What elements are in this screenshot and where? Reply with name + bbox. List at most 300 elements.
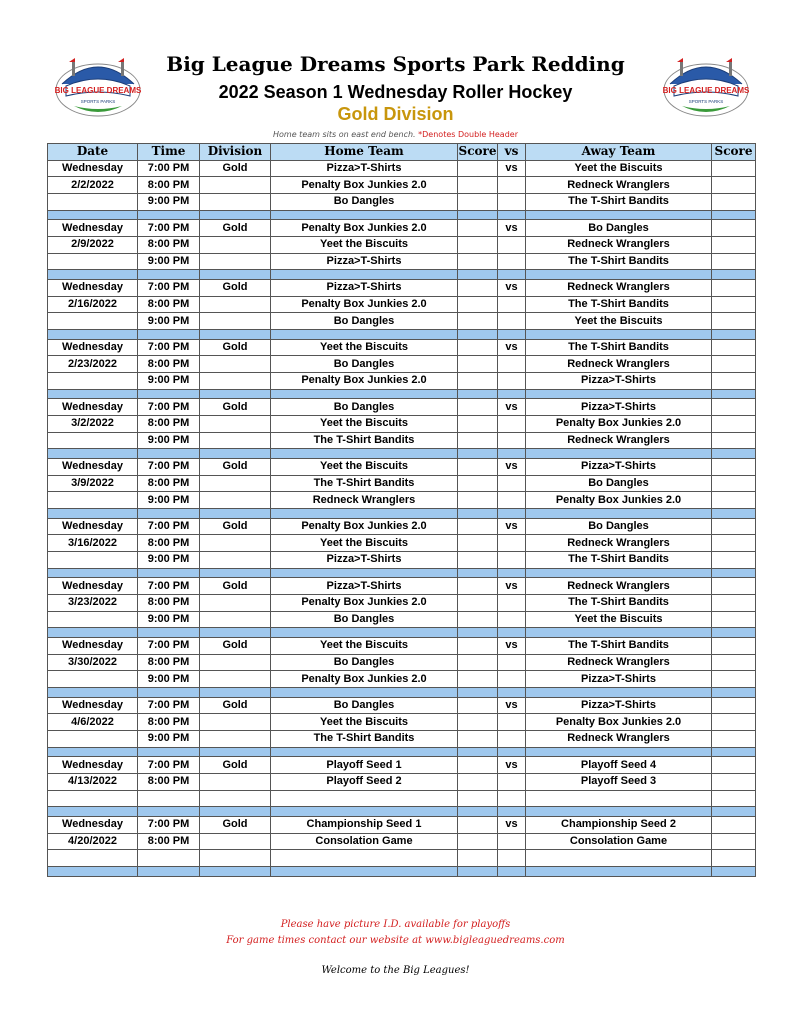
division-title: Gold Division bbox=[337, 104, 454, 124]
home-score-cell bbox=[458, 432, 498, 449]
time-cell: 7:00 PM bbox=[138, 280, 200, 297]
header-row bbox=[48, 144, 756, 161]
away-team-cell: Bo Dangles bbox=[526, 518, 712, 535]
week-separator-row bbox=[48, 270, 756, 280]
home-score-cell bbox=[458, 458, 498, 475]
home-team-cell: Penalty Box Junkies 2.0 bbox=[271, 671, 458, 688]
away-score-cell bbox=[712, 296, 756, 313]
division-cell: Gold bbox=[200, 518, 271, 535]
home-score-cell bbox=[458, 552, 498, 569]
separator-cell bbox=[271, 389, 458, 399]
home-score-cell bbox=[458, 339, 498, 356]
separator-cell bbox=[138, 449, 200, 459]
home-team-cell: Yeet the Biscuits bbox=[271, 458, 458, 475]
website-note: For game times contact our website at www.bigleaguedreams.com bbox=[226, 935, 565, 946]
separator-cell bbox=[458, 866, 498, 876]
welcome-note: Welcome to the Big Leagues! bbox=[321, 965, 470, 976]
week-separator-row bbox=[48, 210, 756, 220]
vs-cell bbox=[498, 671, 526, 688]
date-cell: 4/13/2022 bbox=[48, 773, 138, 790]
vs-cell bbox=[498, 432, 526, 449]
vs-cell: vs bbox=[498, 399, 526, 416]
home-team-cell: Consolation Game bbox=[271, 833, 458, 850]
separator-cell bbox=[712, 389, 756, 399]
separator-cell bbox=[458, 509, 498, 519]
away-score-cell bbox=[712, 237, 756, 254]
separator-cell bbox=[48, 866, 138, 876]
game-row bbox=[48, 671, 756, 688]
game-row bbox=[48, 373, 756, 390]
away-team-cell: Pizza>T-Shirts bbox=[526, 671, 712, 688]
separator-cell bbox=[138, 747, 200, 757]
away-score-cell bbox=[712, 790, 756, 807]
separator-cell bbox=[458, 688, 498, 698]
division-cell bbox=[200, 552, 271, 569]
separator-cell bbox=[458, 330, 498, 340]
away-score-cell bbox=[712, 220, 756, 237]
separator-cell bbox=[200, 270, 271, 280]
col-header: Score bbox=[458, 144, 497, 159]
col-header: Date bbox=[48, 144, 138, 161]
home-score-cell bbox=[458, 475, 498, 492]
separator-cell bbox=[458, 568, 498, 578]
separator-cell bbox=[200, 866, 271, 876]
home-team-cell: Penalty Box Junkies 2.0 bbox=[271, 296, 458, 313]
away-score-cell bbox=[712, 194, 756, 211]
division-cell bbox=[200, 833, 271, 850]
time-cell: 7:00 PM bbox=[138, 399, 200, 416]
svg-text:BIG LEAGUE DREAMS: BIG LEAGUE DREAMS bbox=[662, 86, 750, 95]
home-team-cell: Playoff Seed 2 bbox=[271, 773, 458, 790]
separator-cell bbox=[458, 210, 498, 220]
away-score-cell bbox=[712, 833, 756, 850]
away-team-cell: Yeet the Biscuits bbox=[526, 611, 712, 628]
separator-cell bbox=[526, 688, 712, 698]
vs-cell bbox=[498, 594, 526, 611]
vs-cell: vs bbox=[498, 697, 526, 714]
vs-cell: vs bbox=[498, 757, 526, 774]
separator-cell bbox=[138, 210, 200, 220]
vs-cell: vs bbox=[498, 220, 526, 237]
date-cell: Wednesday bbox=[48, 697, 138, 714]
separator-cell bbox=[271, 628, 458, 638]
separator-cell bbox=[712, 270, 756, 280]
date-cell: 2/2/2022 bbox=[48, 177, 138, 194]
separator-cell bbox=[200, 330, 271, 340]
division-cell: Gold bbox=[200, 399, 271, 416]
separator-cell bbox=[271, 807, 458, 817]
separator-cell bbox=[526, 389, 712, 399]
home-score-cell bbox=[458, 177, 498, 194]
date-cell bbox=[48, 611, 138, 628]
separator-cell bbox=[48, 330, 138, 340]
separator-cell bbox=[138, 866, 200, 876]
separator-cell bbox=[498, 449, 526, 459]
home-score-cell bbox=[458, 399, 498, 416]
home-score-cell bbox=[458, 578, 498, 595]
division-cell bbox=[200, 475, 271, 492]
separator-cell bbox=[526, 747, 712, 757]
away-score-cell bbox=[712, 432, 756, 449]
away-team-cell: Redneck Wranglers bbox=[526, 177, 712, 194]
home-team-cell: Yeet the Biscuits bbox=[271, 637, 458, 654]
game-row bbox=[48, 535, 756, 552]
vs-cell bbox=[498, 850, 526, 867]
away-team-cell: Pizza>T-Shirts bbox=[526, 373, 712, 390]
separator-cell bbox=[271, 688, 458, 698]
home-team-cell: Pizza>T-Shirts bbox=[271, 578, 458, 595]
home-score-cell bbox=[458, 373, 498, 390]
home-score-cell bbox=[458, 773, 498, 790]
away-score-cell bbox=[712, 671, 756, 688]
separator-cell bbox=[48, 807, 138, 817]
separator-cell bbox=[48, 628, 138, 638]
home-team-cell: Pizza>T-Shirts bbox=[271, 160, 458, 177]
separator-cell bbox=[48, 688, 138, 698]
home-score-cell bbox=[458, 714, 498, 731]
time-cell: 8:00 PM bbox=[138, 654, 200, 671]
vs-cell bbox=[498, 296, 526, 313]
away-team-cell: Yeet the Biscuits bbox=[526, 160, 712, 177]
away-score-cell bbox=[712, 416, 756, 433]
date-cell: Wednesday bbox=[48, 578, 138, 595]
date-cell bbox=[48, 194, 138, 211]
separator-cell bbox=[712, 210, 756, 220]
game-row bbox=[48, 160, 756, 177]
away-team-cell: The T-Shirt Bandits bbox=[526, 594, 712, 611]
division-cell bbox=[200, 416, 271, 433]
away-team-cell: Pizza>T-Shirts bbox=[526, 458, 712, 475]
away-score-cell bbox=[712, 458, 756, 475]
division-cell: Gold bbox=[200, 458, 271, 475]
time-cell: 7:00 PM bbox=[138, 578, 200, 595]
away-score-cell bbox=[712, 160, 756, 177]
separator-cell bbox=[526, 270, 712, 280]
away-score-cell bbox=[712, 475, 756, 492]
date-cell: 2/9/2022 bbox=[48, 237, 138, 254]
vs-cell bbox=[498, 833, 526, 850]
separator-cell bbox=[48, 568, 138, 578]
date-cell: 4/6/2022 bbox=[48, 714, 138, 731]
separator-cell bbox=[526, 568, 712, 578]
away-score-cell bbox=[712, 177, 756, 194]
game-row bbox=[48, 773, 756, 790]
date-cell: Wednesday bbox=[48, 458, 138, 475]
date-cell bbox=[48, 850, 138, 867]
away-team-cell: Penalty Box Junkies 2.0 bbox=[526, 714, 712, 731]
separator-cell bbox=[526, 210, 712, 220]
away-score-cell bbox=[712, 492, 756, 509]
home-score-cell bbox=[458, 253, 498, 270]
separator-cell bbox=[200, 449, 271, 459]
home-score-cell bbox=[458, 671, 498, 688]
time-cell: 9:00 PM bbox=[138, 194, 200, 211]
home-score-cell bbox=[458, 833, 498, 850]
away-score-cell bbox=[712, 578, 756, 595]
game-row bbox=[48, 730, 756, 747]
division-cell: Gold bbox=[200, 637, 271, 654]
time-cell: 8:00 PM bbox=[138, 296, 200, 313]
away-score-cell bbox=[712, 757, 756, 774]
away-team-cell: Redneck Wranglers bbox=[526, 280, 712, 297]
separator-cell bbox=[200, 807, 271, 817]
away-team-cell: Playoff Seed 3 bbox=[526, 773, 712, 790]
separator-cell bbox=[271, 747, 458, 757]
time-cell: 8:00 PM bbox=[138, 535, 200, 552]
home-score-cell bbox=[458, 790, 498, 807]
home-team-cell bbox=[271, 790, 458, 807]
game-row bbox=[48, 296, 756, 313]
division-cell: Gold bbox=[200, 697, 271, 714]
separator-cell bbox=[712, 688, 756, 698]
away-score-cell bbox=[712, 730, 756, 747]
away-team-cell: The T-Shirt Bandits bbox=[526, 637, 712, 654]
vs-cell bbox=[498, 535, 526, 552]
separator-cell bbox=[498, 330, 526, 340]
separator-cell bbox=[200, 509, 271, 519]
division-cell bbox=[200, 671, 271, 688]
week-separator-row bbox=[48, 509, 756, 519]
home-team-cell: Bo Dangles bbox=[271, 611, 458, 628]
home-team-cell: The T-Shirt Bandits bbox=[271, 730, 458, 747]
vs-cell: vs bbox=[498, 458, 526, 475]
time-cell: 9:00 PM bbox=[138, 432, 200, 449]
separator-cell bbox=[271, 568, 458, 578]
separator-cell bbox=[48, 747, 138, 757]
home-score-cell bbox=[458, 237, 498, 254]
game-row bbox=[48, 697, 756, 714]
game-row bbox=[48, 280, 756, 297]
division-cell bbox=[200, 535, 271, 552]
vs-cell bbox=[498, 194, 526, 211]
home-team-cell: Penalty Box Junkies 2.0 bbox=[271, 177, 458, 194]
col-header: vs bbox=[498, 144, 526, 161]
date-cell: Wednesday bbox=[48, 518, 138, 535]
separator-cell bbox=[200, 747, 271, 757]
game-row bbox=[48, 850, 756, 867]
separator-cell bbox=[498, 866, 526, 876]
home-score-cell bbox=[458, 594, 498, 611]
vs-cell: vs bbox=[498, 160, 526, 177]
away-team-cell: Pizza>T-Shirts bbox=[526, 399, 712, 416]
game-row bbox=[48, 475, 756, 492]
col-header: Time bbox=[138, 144, 200, 161]
svg-text:SPORTS PARKS: SPORTS PARKS bbox=[688, 99, 724, 104]
separator-cell bbox=[200, 389, 271, 399]
col-header: Division bbox=[200, 144, 271, 161]
away-team-cell: Redneck Wranglers bbox=[526, 237, 712, 254]
home-team-cell: Yeet the Biscuits bbox=[271, 535, 458, 552]
home-team-cell: Penalty Box Junkies 2.0 bbox=[271, 594, 458, 611]
col-header: Score bbox=[712, 144, 756, 161]
separator-cell bbox=[498, 210, 526, 220]
game-row bbox=[48, 816, 756, 833]
separator-cell bbox=[498, 688, 526, 698]
separator-cell bbox=[271, 210, 458, 220]
away-score-cell bbox=[712, 594, 756, 611]
date-cell: Wednesday bbox=[48, 399, 138, 416]
vs-cell: vs bbox=[498, 816, 526, 833]
vs-cell bbox=[498, 611, 526, 628]
time-cell: 8:00 PM bbox=[138, 177, 200, 194]
time-cell: 9:00 PM bbox=[138, 552, 200, 569]
division-cell bbox=[200, 313, 271, 330]
time-cell: 7:00 PM bbox=[138, 160, 200, 177]
division-cell bbox=[200, 594, 271, 611]
away-team-cell: The T-Shirt Bandits bbox=[526, 194, 712, 211]
time-cell: 8:00 PM bbox=[138, 237, 200, 254]
date-cell: Wednesday bbox=[48, 339, 138, 356]
home-team-cell: Yeet the Biscuits bbox=[271, 416, 458, 433]
game-row bbox=[48, 611, 756, 628]
home-score-cell bbox=[458, 730, 498, 747]
week-separator-row bbox=[48, 568, 756, 578]
bench-note bbox=[0, 130, 791, 139]
week-separator-row bbox=[48, 389, 756, 399]
home-score-cell bbox=[458, 160, 498, 177]
home-team-cell: Yeet the Biscuits bbox=[271, 237, 458, 254]
home-team-cell: Pizza>T-Shirts bbox=[271, 280, 458, 297]
division-cell bbox=[200, 492, 271, 509]
time-cell: 8:00 PM bbox=[138, 416, 200, 433]
home-score-cell bbox=[458, 518, 498, 535]
home-score-cell bbox=[458, 194, 498, 211]
away-team-cell bbox=[526, 790, 712, 807]
col-header: Away Team bbox=[526, 144, 712, 161]
schedule-body bbox=[48, 160, 756, 876]
vs-cell bbox=[498, 552, 526, 569]
game-row bbox=[48, 552, 756, 569]
game-row bbox=[48, 594, 756, 611]
home-team-cell: Pizza>T-Shirts bbox=[271, 552, 458, 569]
separator-cell bbox=[498, 509, 526, 519]
home-score-cell bbox=[458, 850, 498, 867]
separator-cell bbox=[526, 628, 712, 638]
week-separator-row bbox=[48, 628, 756, 638]
time-cell: 8:00 PM bbox=[138, 356, 200, 373]
separator-cell bbox=[526, 449, 712, 459]
away-score-cell bbox=[712, 552, 756, 569]
away-team-cell: Redneck Wranglers bbox=[526, 578, 712, 595]
away-score-cell bbox=[712, 714, 756, 731]
time-cell: 7:00 PM bbox=[138, 697, 200, 714]
time-cell: 7:00 PM bbox=[138, 816, 200, 833]
home-team-cell: Yeet the Biscuits bbox=[271, 339, 458, 356]
home-score-cell bbox=[458, 757, 498, 774]
home-team-cell: Championship Seed 1 bbox=[271, 816, 458, 833]
date-cell: Wednesday bbox=[48, 816, 138, 833]
away-team-cell: Bo Dangles bbox=[526, 475, 712, 492]
away-team-cell bbox=[526, 850, 712, 867]
separator-cell bbox=[712, 807, 756, 817]
separator-cell bbox=[48, 449, 138, 459]
away-team-cell: Championship Seed 2 bbox=[526, 816, 712, 833]
svg-text:SPORTS PARKS: SPORTS PARKS bbox=[80, 99, 116, 104]
game-row bbox=[48, 177, 756, 194]
separator-cell bbox=[200, 210, 271, 220]
game-row bbox=[48, 399, 756, 416]
page-title: Big League Dreams Sports Park Redding bbox=[166, 52, 625, 76]
date-cell: Wednesday bbox=[48, 280, 138, 297]
separator-cell bbox=[138, 568, 200, 578]
away-team-cell: Consolation Game bbox=[526, 833, 712, 850]
home-score-cell bbox=[458, 611, 498, 628]
separator-cell bbox=[712, 449, 756, 459]
game-row bbox=[48, 458, 756, 475]
separator-cell bbox=[271, 270, 458, 280]
division-cell: Gold bbox=[200, 220, 271, 237]
vs-cell bbox=[498, 790, 526, 807]
separator-cell bbox=[458, 270, 498, 280]
away-score-cell bbox=[712, 850, 756, 867]
home-score-cell bbox=[458, 816, 498, 833]
time-cell: 9:00 PM bbox=[138, 730, 200, 747]
vs-cell bbox=[498, 177, 526, 194]
division-cell bbox=[200, 654, 271, 671]
game-row bbox=[48, 313, 756, 330]
week-separator-row bbox=[48, 330, 756, 340]
vs-cell bbox=[498, 373, 526, 390]
home-team-cell: Penalty Box Junkies 2.0 bbox=[271, 518, 458, 535]
separator-cell bbox=[712, 747, 756, 757]
home-score-cell bbox=[458, 416, 498, 433]
vs-cell bbox=[498, 654, 526, 671]
home-team-cell: The T-Shirt Bandits bbox=[271, 475, 458, 492]
away-score-cell bbox=[712, 518, 756, 535]
away-score-cell bbox=[712, 535, 756, 552]
division-cell bbox=[200, 373, 271, 390]
away-score-cell bbox=[712, 373, 756, 390]
division-cell bbox=[200, 611, 271, 628]
separator-cell bbox=[48, 210, 138, 220]
away-team-cell: Redneck Wranglers bbox=[526, 356, 712, 373]
home-team-cell: Penalty Box Junkies 2.0 bbox=[271, 373, 458, 390]
schedule-table bbox=[47, 143, 756, 877]
season-subtitle: 2022 Season 1 Wednesday Roller Hockey bbox=[218, 82, 573, 102]
home-bench-note: Home team sits on east end bench. bbox=[273, 130, 416, 139]
separator-cell bbox=[138, 330, 200, 340]
vs-cell: vs bbox=[498, 280, 526, 297]
vs-cell bbox=[498, 714, 526, 731]
home-score-cell bbox=[458, 220, 498, 237]
date-cell: 3/9/2022 bbox=[48, 475, 138, 492]
vs-cell bbox=[498, 237, 526, 254]
home-score-cell bbox=[458, 697, 498, 714]
separator-cell bbox=[271, 509, 458, 519]
separator-cell bbox=[458, 628, 498, 638]
vs-cell: vs bbox=[498, 578, 526, 595]
separator-cell bbox=[48, 270, 138, 280]
home-team-cell: Redneck Wranglers bbox=[271, 492, 458, 509]
division-cell bbox=[200, 850, 271, 867]
separator-cell bbox=[498, 389, 526, 399]
game-row bbox=[48, 790, 756, 807]
separator-cell bbox=[712, 330, 756, 340]
home-team-cell: Pizza>T-Shirts bbox=[271, 253, 458, 270]
separator-cell bbox=[138, 807, 200, 817]
time-cell: 8:00 PM bbox=[138, 475, 200, 492]
home-score-cell bbox=[458, 492, 498, 509]
game-row bbox=[48, 492, 756, 509]
date-cell bbox=[48, 313, 138, 330]
vs-cell: vs bbox=[498, 339, 526, 356]
home-team-cell: The T-Shirt Bandits bbox=[271, 432, 458, 449]
date-cell: 4/20/2022 bbox=[48, 833, 138, 850]
separator-cell bbox=[458, 807, 498, 817]
away-score-cell bbox=[712, 280, 756, 297]
date-cell: Wednesday bbox=[48, 220, 138, 237]
time-cell: 7:00 PM bbox=[138, 757, 200, 774]
